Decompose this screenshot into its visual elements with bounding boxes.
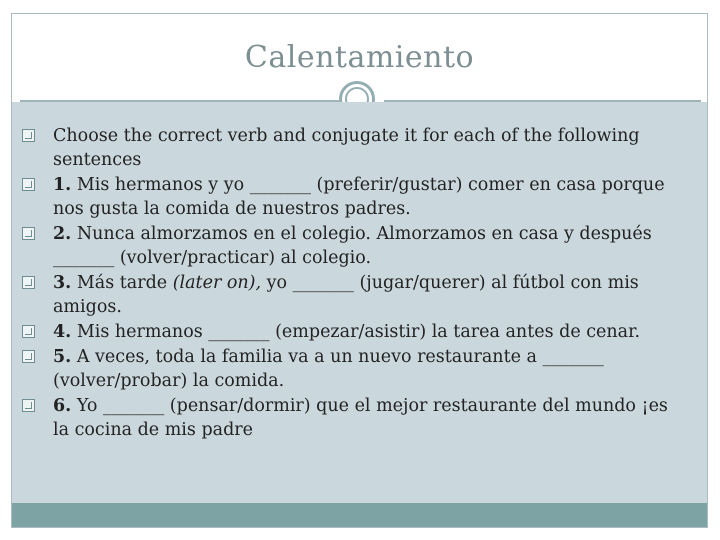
bullet-item-2 [22,222,682,270]
item-number: 4. [53,322,72,342]
item-text-continued: yo _______ (jugar/querer) al fútbol con mis amigos. [53,273,639,317]
checkbox-bullet-icon [22,227,35,240]
bullet-item-5 [22,345,682,393]
instruction-text: Choose the correct verb and conjugate it for each of the following sentences [53,126,640,170]
item-number: 2. [53,224,72,244]
item-italic-text: (later on), [172,273,262,293]
bullet-item-3 [22,271,682,319]
item-number: 1. [53,175,72,195]
slide-title: Calentamiento [244,40,475,75]
item-text: Mis hermanos _______ (empezar/asistir) la tarea antes de cenar. [71,322,641,342]
checkbox-bullet-icon [22,350,35,363]
bullet-item-1 [22,173,682,221]
bullet-list [22,124,682,443]
checkbox-bullet-icon [22,325,35,338]
item-number: 5. [53,347,72,367]
checkbox-bullet-icon [22,178,35,191]
bullet-item-4 [22,320,682,344]
bullet-item-6 [22,394,682,442]
item-number: 3. [53,273,72,293]
item-text: Más tarde [71,273,173,293]
item-text: Mis hermanos y yo _______ (preferir/gustar) comer en casa porque nos gusta la comida de nuestros padres. [53,175,665,219]
slide [11,13,708,528]
item-text: Yo _______ (pensar/dormir) que el mejor restaurante del mundo ¡es la cocina de mis padre [53,396,668,440]
checkbox-bullet-icon [22,276,35,289]
item-number: 6. [53,396,72,416]
checkbox-bullet-icon [22,399,35,412]
item-text: Nunca almorzamos en el colegio. Almorzamos en casa y después _______ (volver/practicar) al colegio. [53,224,652,268]
content-area [12,102,707,505]
bottom-bar [12,503,707,527]
checkbox-bullet-icon [22,129,35,142]
item-text: A veces, toda la familia va a un nuevo restaurante a _______ (volver/probar) la comida. [53,347,604,391]
bullet-instruction [22,124,682,172]
